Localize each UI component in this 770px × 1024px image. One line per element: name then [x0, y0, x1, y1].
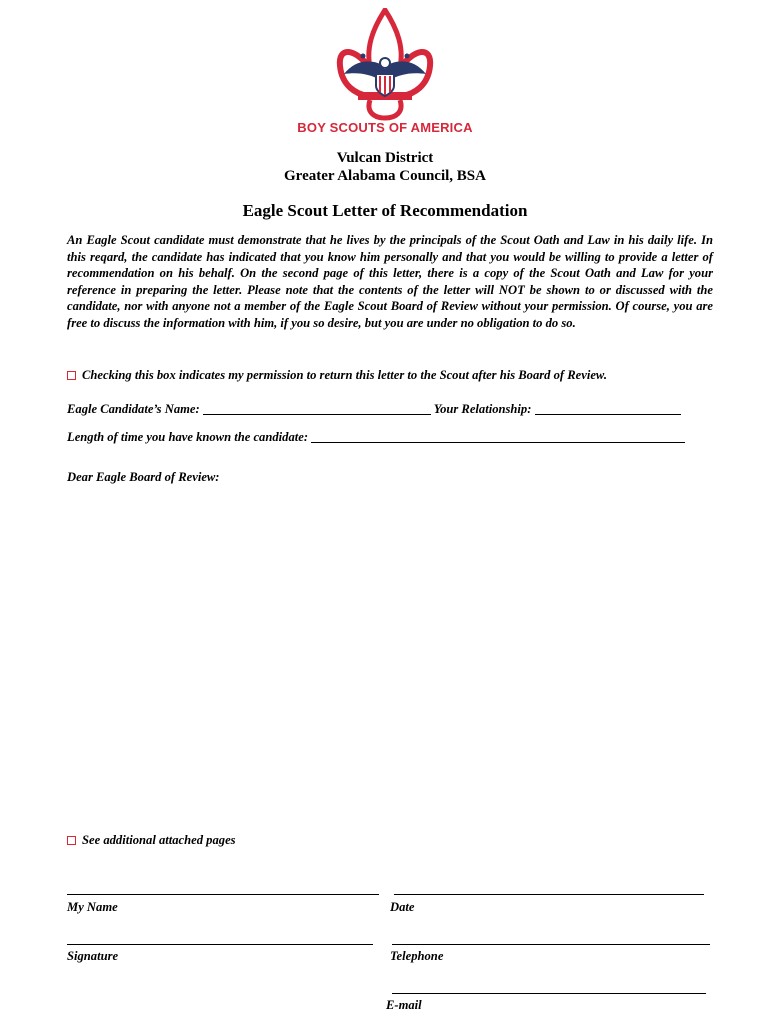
email-line[interactable] — [392, 993, 706, 994]
page-title: Eagle Scout Letter of Recommendation — [242, 201, 528, 220]
length-known-label: Length of time you have known the candidate: — [67, 430, 309, 444]
permission-checkbox-label: Checking this box indicates my permission to return this letter to the Scout after his Board of Review. — [82, 368, 608, 382]
relationship-label: Your Relationship: — [433, 402, 532, 416]
attached-checkbox-row — [67, 833, 236, 848]
signature-line[interactable] — [67, 944, 373, 945]
email-label: E-mail — [386, 998, 422, 1012]
relationship-field[interactable] — [535, 402, 681, 415]
attached-checkbox[interactable] — [67, 836, 76, 845]
date-label: Date — [390, 900, 415, 914]
council-name: Greater Alabama Council, BSA — [284, 168, 486, 184]
letter-body-area[interactable] — [67, 492, 713, 822]
district-name: Vulcan District — [336, 150, 434, 166]
candidate-name-field[interactable] — [203, 402, 431, 415]
permission-checkbox-row — [67, 368, 607, 383]
my-name-label: My Name — [67, 900, 118, 914]
attached-checkbox-label: See additional attached pages — [82, 833, 236, 847]
candidate-name-label: Eagle Candidate’s Name: — [67, 402, 200, 416]
bsa-fleur-de-lis-eagle-icon — [300, 8, 470, 123]
permission-checkbox[interactable] — [67, 371, 76, 380]
salutation: Dear Eagle Board of Review: — [67, 470, 220, 484]
date-line[interactable] — [394, 894, 704, 895]
bsa-logo — [300, 8, 470, 138]
candidate-field-row — [67, 402, 681, 417]
length-known-field[interactable] — [311, 430, 685, 443]
intro-paragraph: An Eagle Scout candidate must demonstrate that he lives by the principals of the Scout Oath and Law in his daily life. In this reqard, the candidate has indicated that you know him personally and that you would be willing to provide a letter of recommendation on his behalf. On the second page of this letter, there is a copy of the Scout Oath and Law for your reference in preparing the letter. Please note that the contents of the letter will NOT be shown to or discussed with the candidate, nor with anyone not a member of the Eagle Scout Board of Review without your permission. Of course, you are free to discuss the information with him, if you so desire, but you are under no obligation to do so. — [67, 233, 713, 330]
signature-label: Signature — [67, 949, 119, 963]
telephone-label: Telephone — [390, 949, 444, 963]
length-known-row — [67, 430, 685, 445]
organization-name: BOY SCOUTS OF AMERICA — [297, 120, 473, 135]
telephone-line[interactable] — [392, 944, 710, 945]
my-name-line[interactable] — [67, 894, 379, 895]
